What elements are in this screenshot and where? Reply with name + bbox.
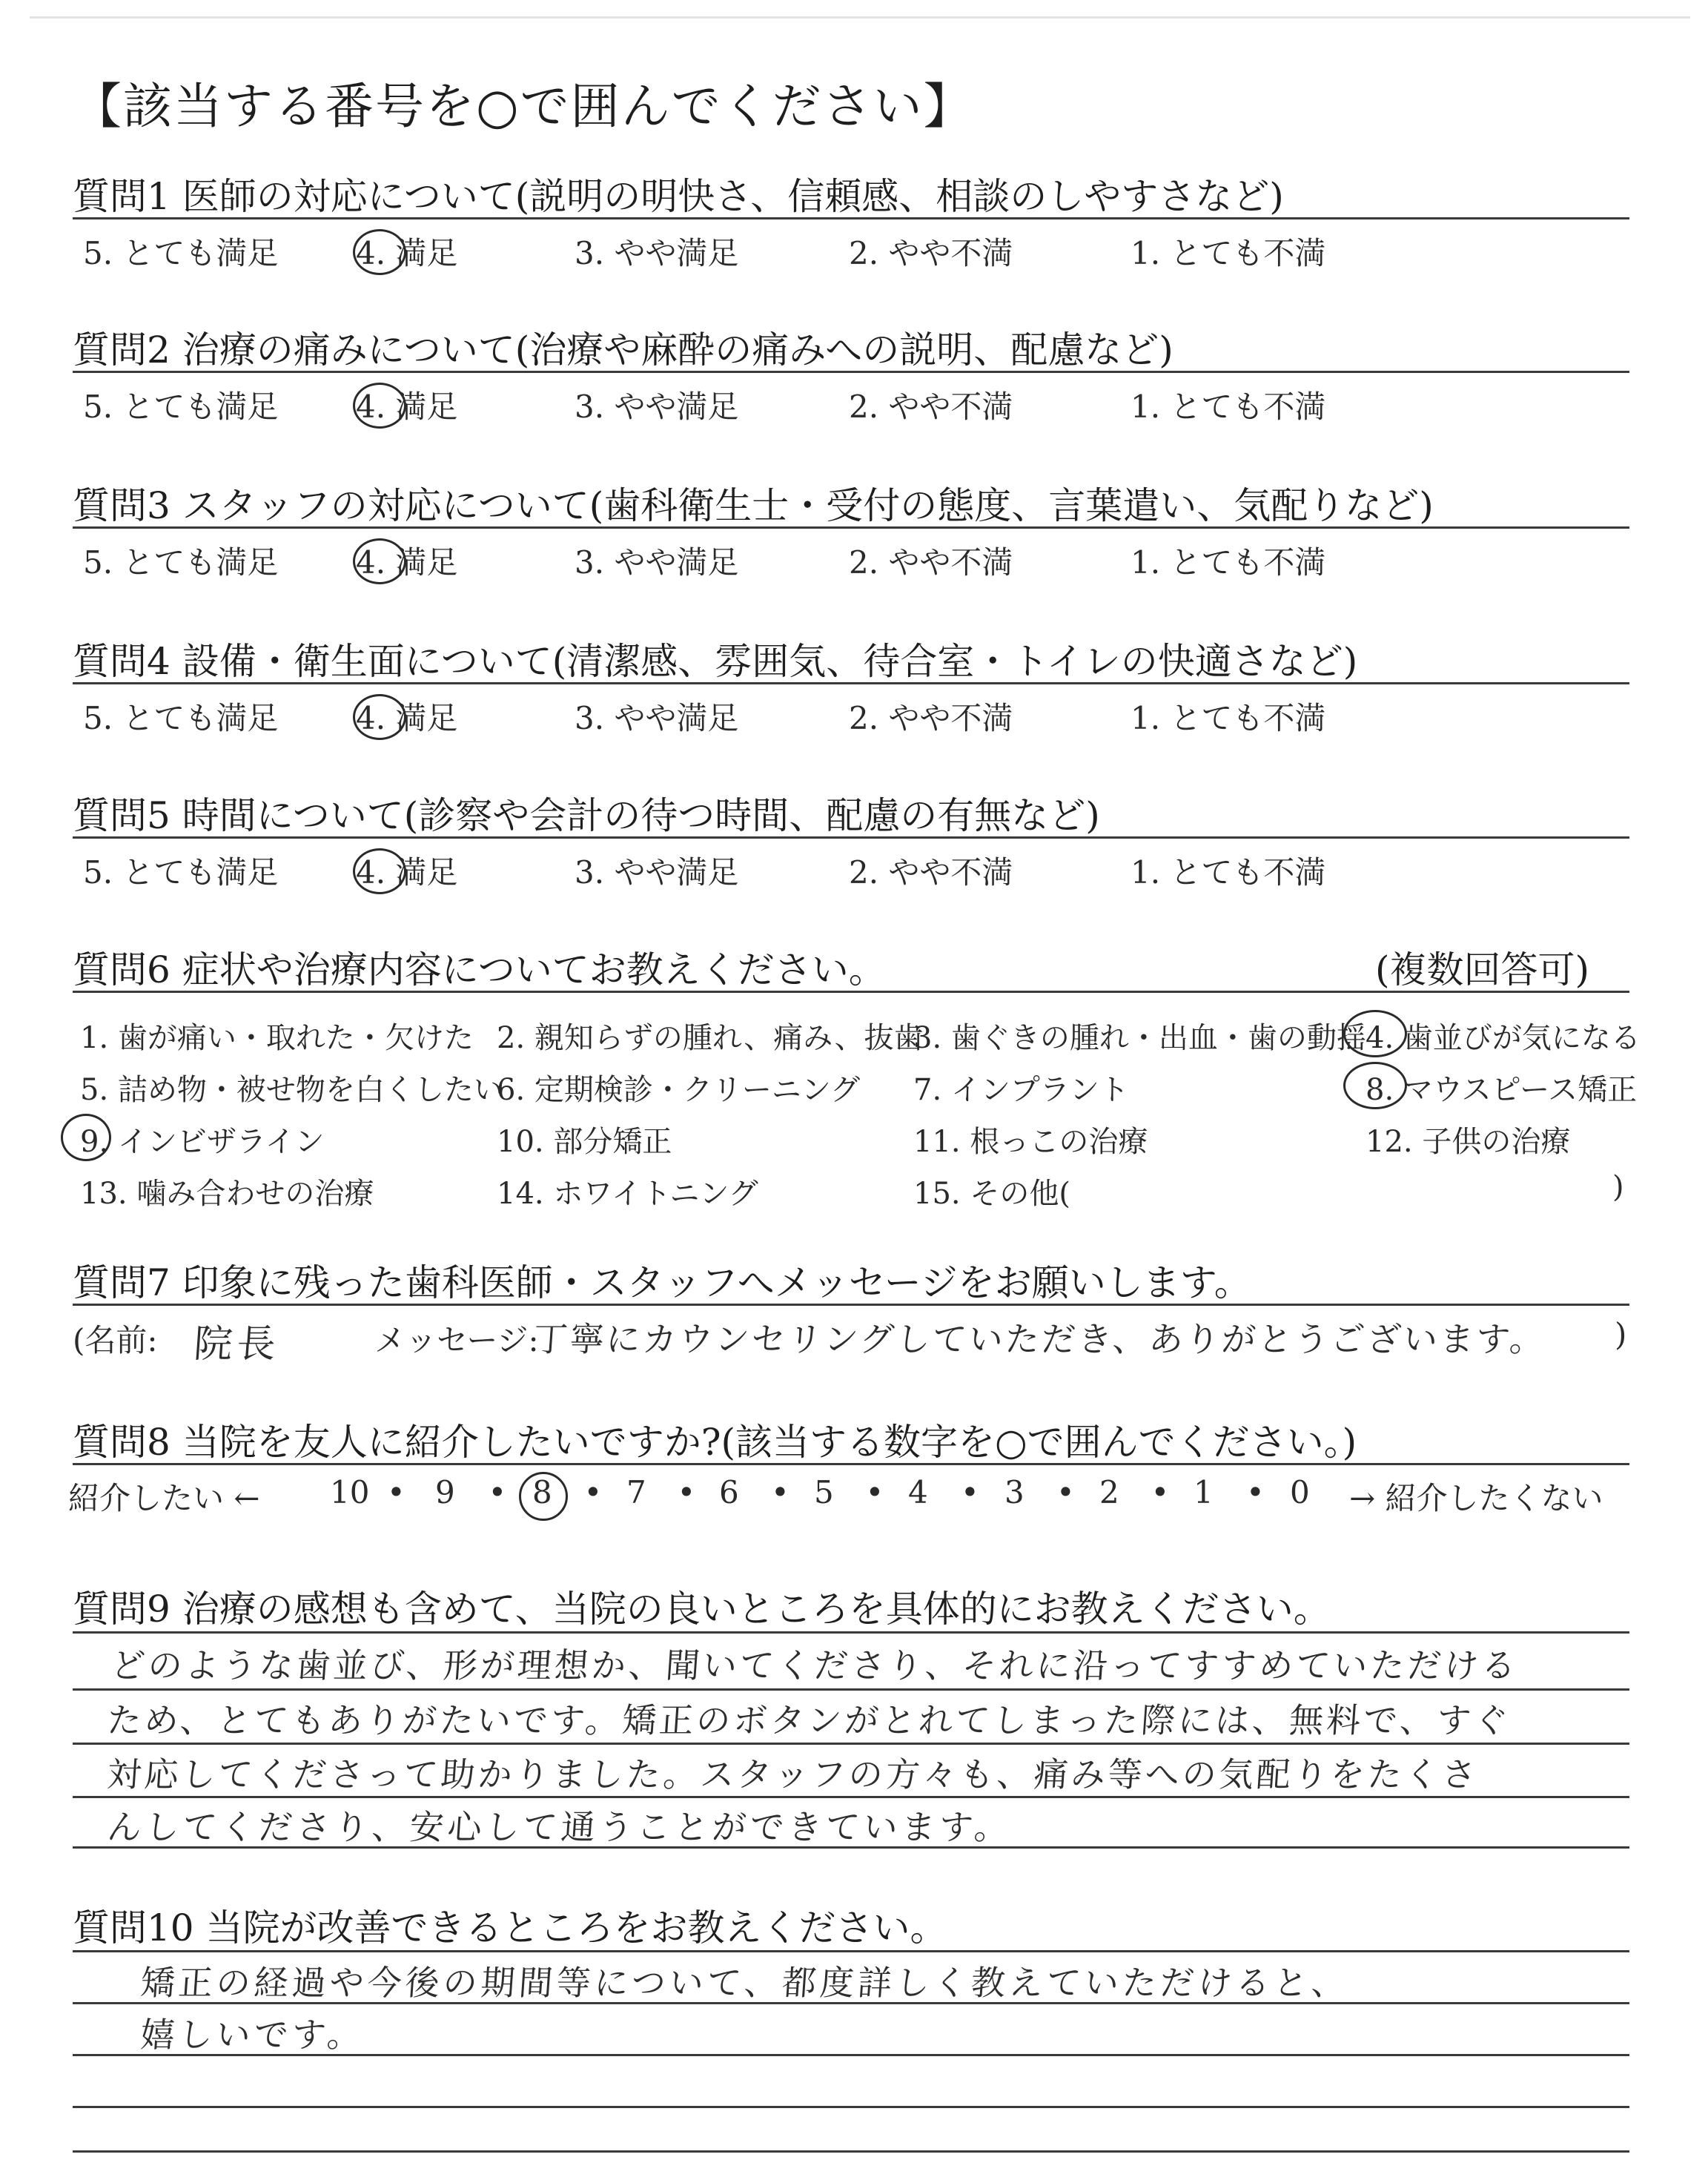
treatment-option-3[interactable]: 3. 歯ぐきの腫れ・出血・歯の動揺 — [913, 1021, 1366, 1055]
treatment-option-8[interactable]: 8. マウスピース矯正 — [1366, 1073, 1638, 1107]
scale-separator-dot: • — [677, 1474, 696, 1510]
message-value[interactable]: 丁寧にカウンセリングしていただき、ありがとうございます。 — [532, 1319, 1548, 1359]
question-10-answer-line — [73, 1950, 1629, 1952]
option-9-selection-circle — [61, 1114, 111, 1161]
option-4-selection-circle — [1343, 1010, 1407, 1057]
question-2-option-4[interactable]: 4. 満足 — [356, 389, 458, 425]
question-2-label: 質問2 治療の痛みについて(治療や麻酔の痛みへの説明、配慮など) — [73, 328, 1174, 371]
question-9-answer-line — [73, 1631, 1629, 1634]
question-6-rule — [73, 991, 1629, 993]
treatment-option-13[interactable]: 13. 噛み合わせの治療 — [80, 1177, 374, 1211]
question-5-option-3[interactable]: 3. やや満足 — [575, 854, 739, 891]
name-label: (名前: — [73, 1322, 158, 1358]
question-4-option-3[interactable]: 3. やや満足 — [575, 700, 739, 736]
question-5-option-1[interactable]: 1. とても不満 — [1131, 854, 1326, 891]
scale-left-label: 紹介したい ← — [68, 1480, 260, 1516]
treatment-option-5[interactable]: 5. 詰め物・被せ物を白くしたい — [80, 1073, 503, 1107]
question-1-option-4[interactable]: 4. 満足 — [356, 235, 458, 271]
question-2-option-3[interactable]: 3. やや満足 — [575, 389, 739, 425]
recommend-score-10[interactable]: 10 — [330, 1474, 370, 1510]
question-5-rule — [73, 836, 1629, 839]
question-6-label: 質問6 症状や治療内容についてお教えください。 — [73, 948, 886, 991]
scale-separator-dot: • — [771, 1474, 790, 1510]
question-1-label: 質問1 医師の対応について(説明の明快さ、信頼感、相談のしやすさなど) — [73, 175, 1284, 218]
question-10-answer-line — [73, 2106, 1629, 2108]
question-4-label: 質問4 設備・衛生面について(清潔感、雰囲気、待合室・トイレの快適さなど) — [73, 640, 1358, 683]
question-1-selection-circle — [353, 229, 406, 275]
option-8-selection-circle — [1343, 1062, 1407, 1109]
name-value[interactable]: 院長 — [192, 1322, 282, 1367]
question-3-option-3[interactable]: 3. やや満足 — [575, 544, 739, 581]
question-2-rule — [73, 371, 1629, 373]
question-9-answer-line — [73, 1743, 1629, 1745]
question-10-label: 質問10 当院が改善できるところをお教えください。 — [73, 1906, 947, 1949]
question-10-answer-line — [73, 2150, 1629, 2153]
question-9-answer-line — [73, 1688, 1629, 1691]
scale-separator-dot: • — [865, 1474, 884, 1510]
scale-right-label: → 紹介したくない — [1349, 1480, 1603, 1516]
question-7-label: 質問7 印象に残った歯科医師・スタッフへメッセージをお願いします。 — [73, 1261, 1251, 1304]
question-1-option-5[interactable]: 5. とても満足 — [83, 235, 279, 271]
question-4-rule — [73, 682, 1629, 684]
question-1-option-3[interactable]: 3. やや満足 — [575, 235, 739, 271]
question-5-option-5[interactable]: 5. とても満足 — [83, 854, 279, 891]
question-9-answer-text[interactable]: どのような歯並び、形が理想か、聞いてくださり、それに沿ってすすめていただける — [109, 1645, 1520, 1685]
question-3-selection-circle — [353, 538, 406, 584]
question-9-answer-text[interactable]: 対応してくださって助かりました。スタッフの方々も、痛み等への気配りをたくさ — [105, 1754, 1480, 1794]
treatment-option-16: ) — [1612, 1170, 1624, 1204]
treatment-option-4[interactable]: 4. 歯並びが気になる — [1366, 1021, 1641, 1055]
treatment-option-6[interactable]: 6. 定期検診・クリーニング — [497, 1073, 861, 1107]
question-3-option-5[interactable]: 5. とても満足 — [83, 544, 279, 581]
question-3-option-1[interactable]: 1. とても不満 — [1131, 544, 1326, 581]
recommend-score-0[interactable]: 0 — [1290, 1474, 1310, 1510]
scale-separator-dot: • — [387, 1474, 406, 1510]
question-4-option-4[interactable]: 4. 満足 — [356, 700, 458, 736]
recommend-score-9[interactable]: 9 — [435, 1474, 455, 1510]
question-6-note: (複数回答可) — [1375, 948, 1590, 991]
scale-separator-dot: • — [1246, 1474, 1265, 1510]
treatment-option-15[interactable]: 15. その他( — [913, 1177, 1070, 1211]
scale-separator-dot: • — [488, 1474, 507, 1510]
question-5-option-4[interactable]: 4. 満足 — [356, 854, 458, 891]
question-9-answer-text[interactable]: ため、とてもありがたいです。矯正のボタンがとれてしまった際には、無料で、すぐ — [105, 1700, 1513, 1740]
question-9-label: 質問9 治療の感想も含めて、当院の良いところを具体的にお教えください。 — [73, 1588, 1331, 1631]
question-3-option-2[interactable]: 2. やや不満 — [849, 544, 1013, 581]
treatment-option-11[interactable]: 11. 根っこの治療 — [913, 1125, 1148, 1159]
question-4-selection-circle — [353, 694, 406, 740]
question-10-answer-text[interactable]: 矯正の経過や今後の期間等について、都度詳しく教えていただけると、 — [139, 1963, 1351, 2003]
recommend-score-1[interactable]: 1 — [1194, 1474, 1214, 1510]
question-5-selection-circle — [353, 848, 406, 894]
treatment-option-1[interactable]: 1. 歯が痛い・取れた・欠けた — [80, 1021, 474, 1055]
question-1-rule — [73, 217, 1629, 219]
question-1-option-1[interactable]: 1. とても不満 — [1131, 235, 1326, 271]
question-1-option-2[interactable]: 2. やや不満 — [849, 235, 1013, 271]
scale-separator-dot: • — [961, 1474, 979, 1510]
recommend-score-5[interactable]: 5 — [814, 1474, 834, 1510]
question-2-option-2[interactable]: 2. やや不満 — [849, 389, 1013, 425]
page-title: 【該当する番号を○で囲んでください】 — [73, 78, 974, 135]
treatment-option-9[interactable]: 9. インビザライン — [80, 1125, 325, 1159]
recommend-score-3[interactable]: 3 — [1004, 1474, 1025, 1510]
treatment-option-7[interactable]: 7. インプラント — [913, 1073, 1129, 1107]
question-8-label: 質問8 当院を友人に紹介したいですか?(該当する数字を○で囲んでください。) — [73, 1421, 1357, 1464]
scale-separator-dot: • — [1151, 1474, 1170, 1510]
recommend-score-8[interactable]: 8 — [532, 1474, 552, 1510]
scale-separator-dot: • — [1056, 1474, 1075, 1510]
scale-separator-dot: • — [583, 1474, 603, 1510]
treatment-option-14[interactable]: 14. ホワイトニング — [497, 1177, 758, 1211]
treatment-option-10[interactable]: 10. 部分矯正 — [497, 1125, 672, 1159]
question-4-option-5[interactable]: 5. とても満足 — [83, 700, 279, 736]
question-2-option-1[interactable]: 1. とても不満 — [1131, 389, 1326, 425]
question-9-answer-text[interactable]: んしてくださり、安心して通うことができています。 — [105, 1807, 1014, 1847]
scan-top-edge — [30, 16, 1690, 19]
question-8-rule — [73, 1463, 1629, 1465]
message-close-paren: ) — [1615, 1316, 1627, 1353]
question-4-option-1[interactable]: 1. とても不満 — [1131, 700, 1326, 736]
question-2-selection-circle — [353, 383, 406, 429]
recommend-score-6[interactable]: 6 — [719, 1474, 739, 1510]
recommend-score-2[interactable]: 2 — [1099, 1474, 1119, 1510]
recommend-score-4[interactable]: 4 — [908, 1474, 928, 1510]
treatment-option-12[interactable]: 12. 子供の治療 — [1366, 1125, 1571, 1159]
question-3-label: 質問3 スタッフの対応について(歯科衛生士・受付の態度、言葉遣い、気配りなど) — [73, 484, 1434, 527]
recommend-score-7[interactable]: 7 — [626, 1474, 646, 1510]
question-5-option-2[interactable]: 2. やや不満 — [849, 854, 1013, 891]
question-3-option-4[interactable]: 4. 満足 — [356, 544, 458, 581]
question-2-option-5[interactable]: 5. とても満足 — [83, 389, 279, 425]
question-10-answer-text[interactable]: 嬉しいです。 — [139, 2015, 367, 2055]
score-8-selection-circle — [519, 1472, 568, 1521]
question-5-label: 質問5 時間について(診察や会計の待つ時間、配慮の有無など) — [73, 794, 1100, 837]
message-label: メッセージ: — [374, 1322, 539, 1358]
treatment-option-2[interactable]: 2. 親知らずの腫れ、痛み、抜歯 — [497, 1021, 924, 1055]
question-3-rule — [73, 526, 1629, 529]
question-7-rule — [73, 1304, 1629, 1306]
question-4-option-2[interactable]: 2. やや不満 — [849, 700, 1013, 736]
